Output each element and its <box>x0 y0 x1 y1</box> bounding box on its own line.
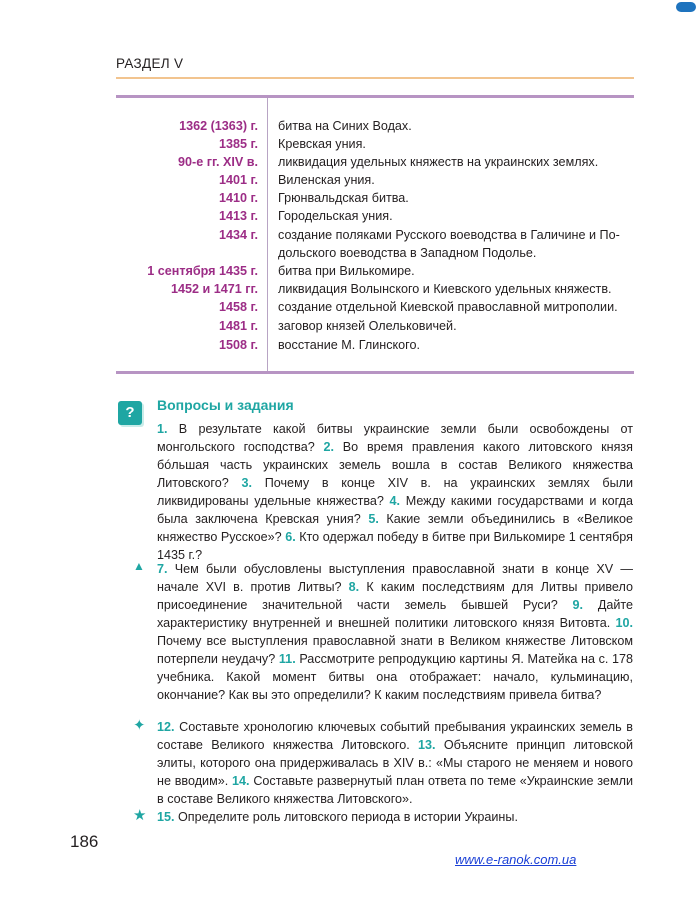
five-point-star-icon: ★ <box>133 807 147 824</box>
chronology-date: 1413 г. <box>219 209 258 223</box>
question-text: Почему все выступления православной знати в Великом княжестве Литовском потерпели неудачу? <box>157 634 633 666</box>
question-text: Во время правления какого литовского князя бóльшая часть украинских земель вошла в состав Великого княжества Литовского? <box>157 440 634 490</box>
chronology-event: создание поляками Русского воеводства в Галичине и По- дольского воеводства в Западном Подолье. <box>278 228 620 260</box>
chronology-event: битва при Вилькомире. <box>278 264 415 278</box>
question-text: Дайте характеристику внутренней и внешней политики литовского князя Витовта. <box>157 598 634 630</box>
chronology-date: 90-е гг. XIV в. <box>178 155 258 169</box>
question-number: 7. <box>157 562 168 576</box>
section-title: РАЗДЕЛ V <box>116 56 184 71</box>
question-text: Объясните принцип литовской элиты, которого она придерживалась в XIV в.: «Мы старого не меняем и нового не вводим». <box>157 738 634 788</box>
header-divider <box>116 77 634 79</box>
question-number: 10. <box>615 616 634 630</box>
triangle-mark-icon: ▲ <box>133 559 145 573</box>
chronology-date: 1458 г. <box>219 300 258 314</box>
question-text: Кто одержал победу в битве при Вилькомире 1 сентября 1435 г.? <box>157 530 633 562</box>
question-text: Составьте хронологию ключевых событий пребывания украинских земель в составе Великого княжества Литовского. <box>157 720 634 752</box>
four-point-star-icon: ✦ <box>133 717 146 734</box>
question-text: Почему в конце XIV в. на украинских землях были ликвидированы удельные княжества? <box>157 476 634 508</box>
chronology-event: создание отдельной Киевской православной митрополии. <box>278 300 618 314</box>
question-number: 1. <box>157 422 168 436</box>
question-number: 8. <box>348 580 360 594</box>
chronology-date: 1508 г. <box>219 338 258 352</box>
chronology-column-divider <box>267 98 268 371</box>
chronology-event: восстание М. Глинского. <box>278 338 420 352</box>
chronology-event: Городельская уния. <box>278 209 393 223</box>
chronology-date: 1401 г. <box>219 173 258 187</box>
chronology-date: 1481 г. <box>219 319 258 333</box>
question-number: 15. <box>157 810 175 824</box>
chronology-event: Грюнвальдская битва. <box>278 191 409 205</box>
question-number: 13. <box>418 738 436 752</box>
chronology-event: Кревская уния. <box>278 137 366 151</box>
question-number: 6. <box>285 530 296 544</box>
publisher-website-link[interactable]: www.e-ranok.com.ua <box>455 852 577 867</box>
chronology-top-divider <box>116 95 634 98</box>
chronology-date: 1 сентября 1435 г. <box>147 264 258 278</box>
question-text: Какие земли объединились в «Великое княжество Русское»? <box>157 512 634 544</box>
chronology-event: ликвидация удельных княжеств на украинских землях. <box>278 155 599 169</box>
question-text: Рассмотрите репродукцию картины Я. Матейка на с. 178 учебника. Какой момент битвы она отображает: начало, кульминацию, окончание? Как вы это определили? К каким последствиям привела битва? <box>157 652 634 702</box>
chronology-date: 1362 (1363) г. <box>179 119 258 133</box>
question-number: 11. <box>278 652 296 666</box>
question-number: 5. <box>368 512 379 526</box>
question-text: Составьте развернутый план ответа по теме «Украинские земли в составе Великого княжества Литовского». <box>157 774 633 806</box>
question-text: Между какими государствами и когда была заключена Кревская уния? <box>157 494 634 526</box>
question-text: Чем были обусловлены выступления православной знати в конце XV — начале XVI в. против Литвы? <box>157 562 634 594</box>
question-mark-icon: ? <box>118 401 142 425</box>
question-text: Определите роль литовского периода в истории Украины. <box>178 810 518 824</box>
questions-level-3 <box>157 718 633 808</box>
chronology-bottom-divider <box>116 371 634 374</box>
chronology-date: 1434 г. <box>219 228 258 242</box>
chronology-date: 1385 г. <box>219 137 258 151</box>
chronology-event: битва на Синих Водах. <box>278 119 412 133</box>
chronology-date: 1410 г. <box>219 191 258 205</box>
question-number: 12. <box>157 720 175 734</box>
question-text: В результате какой битвы украинские земли были освобождены от монгольского господства? <box>157 422 634 454</box>
question-number: 14. <box>232 774 250 788</box>
question-number: 3. <box>241 476 252 490</box>
question-number: 4. <box>389 494 401 508</box>
questions-level-1 <box>157 420 633 564</box>
questions-level-4 <box>157 808 633 826</box>
chronology-date: 1452 и 1471 гг. <box>171 282 258 296</box>
chronology-event: заговор князей Олельковичей. <box>278 319 457 333</box>
chronology-event: Виленская уния. <box>278 173 375 187</box>
questions-heading: Вопросы и задания <box>157 397 294 413</box>
question-number: 9. <box>572 598 584 612</box>
question-text: К каким последствиям для Литвы привело присоединение значительной части земель бывшей Руси? <box>157 580 634 612</box>
chronology-event: ликвидация Волынского и Киевского удельных княжеств. <box>278 282 612 296</box>
question-number: 2. <box>323 440 335 454</box>
questions-level-2 <box>157 560 633 704</box>
page-number: 186 <box>70 832 99 851</box>
publisher-logo <box>676 2 696 12</box>
